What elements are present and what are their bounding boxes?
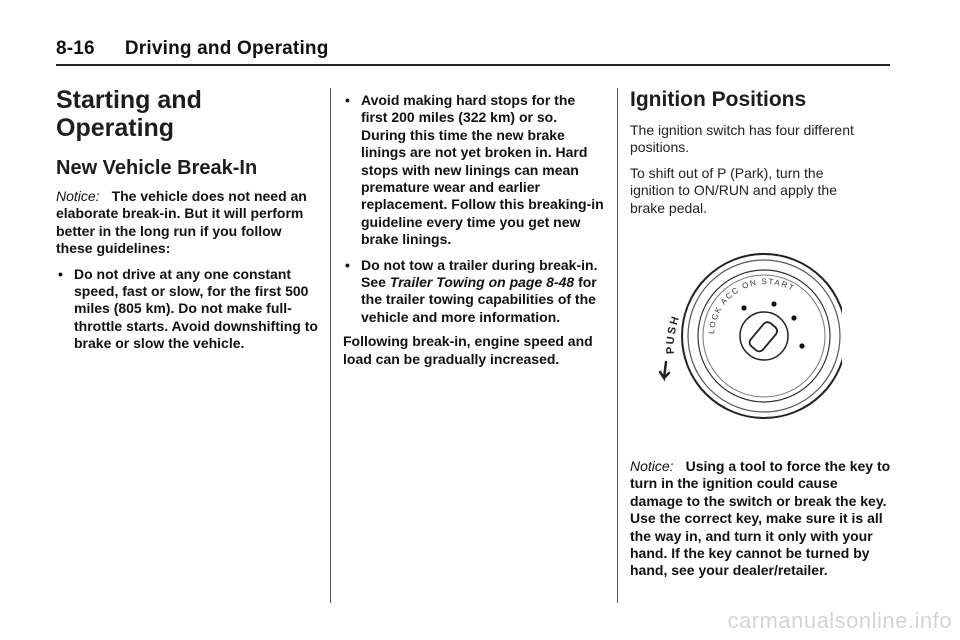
section-title: Driving and Operating: [124, 38, 329, 59]
trailer-towing-link[interactable]: Trailer Towing on page 8-48: [389, 274, 575, 291]
bullet-text: Do not tow a trailer during break-in. See: [361, 256, 598, 291]
bullet-text: for the trailer towing capabilities of the vehicle and more information.: [361, 274, 597, 325]
header-rule: [56, 64, 890, 66]
section-heading-ignition: Ignition Positions: [630, 88, 807, 111]
column-divider-1: [330, 88, 331, 603]
list-item: • Do not drive at any one constant speed, fast or slow, for the first 500 miles (805 km). Do not make full-throttle starts. Avoid downshifting to brake or slow the vehicle.: [56, 266, 318, 353]
watermark: carmanualsonline.info: [727, 608, 952, 633]
list-item-trailer: [343, 257, 605, 327]
column-2: [343, 86, 605, 368]
section-heading-break-in: New Vehicle Break-In: [56, 157, 258, 179]
position-labels: LOCK ACC ON START: [706, 276, 797, 335]
position-dot-acc: [771, 301, 776, 306]
page-number: 8-16: [56, 38, 95, 59]
page-title: Starting and Operating: [56, 86, 202, 142]
guideline-list: [56, 266, 318, 353]
break-in-conclusion: Following break-in, engine speed and load can be gradually increased.: [343, 333, 593, 367]
column-1: [56, 86, 318, 361]
ignition-paragraph-1: The ignition switch has four different positions.: [630, 122, 854, 156]
guideline-list-continued: [343, 92, 605, 326]
notice-text: Using a tool to force the key to turn in the ignition could cause damage to the switch or break the key. Use the correct key, make sure it is all the way in, and turn it only with your hand. If the key cannot be turned by hand, see your dealer/retailer.: [630, 458, 891, 579]
position-dot-lock: [741, 305, 746, 310]
list-item: • Avoid making hard stops for the first 200 miles (322 km) or so. During this time the new brake linings are not yet broken in. Hard stops with new linings can mean premature wear and earlier replacement. Follow this breaking-in guideline every time you get new brake linings.: [343, 92, 605, 249]
column-3: [630, 86, 892, 217]
position-dot-start: [799, 343, 804, 348]
position-dot-on: [791, 315, 796, 320]
column-divider-2: [617, 88, 618, 603]
ignition-notice: [630, 458, 892, 580]
push-arrow-icon: [660, 362, 669, 378]
notice-label: Notice:: [56, 188, 100, 204]
notice-label: Notice:: [630, 458, 674, 474]
notice-text: The vehicle does not need an elaborate break-in. But it will perform better in the long run if you follow these guidelines:: [56, 188, 307, 257]
page-header: [56, 38, 329, 60]
ignition-paragraph-2: To shift out of P (Park), turn the ignition to ON/RUN and apply the brake pedal.: [630, 164, 837, 216]
push-label: PUSH: [664, 313, 683, 355]
ignition-switch-illustration: [652, 244, 842, 428]
break-in-notice: [56, 188, 318, 258]
